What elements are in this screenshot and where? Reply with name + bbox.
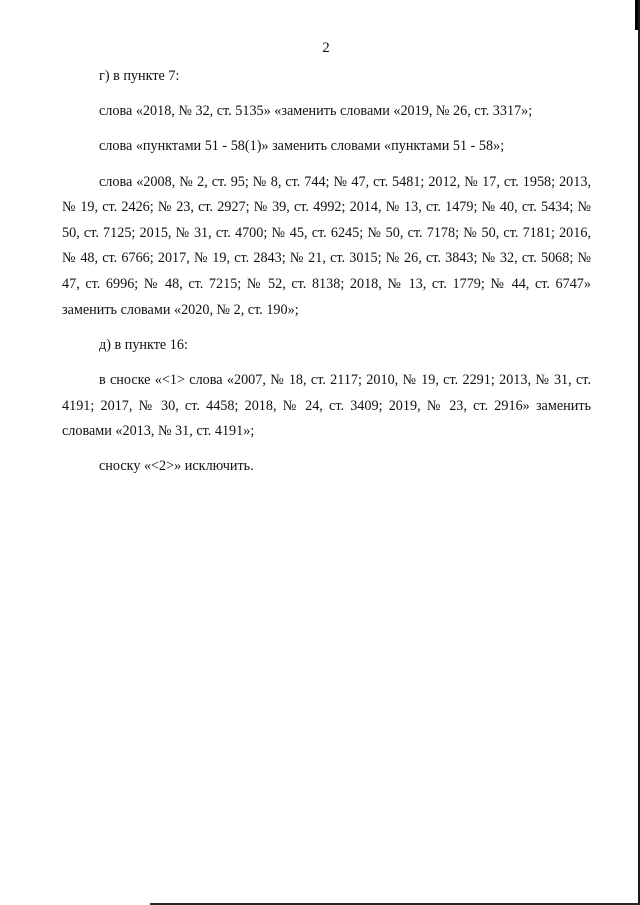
- scan-edge-mark: [635, 0, 638, 30]
- document-body: [62, 64, 591, 480]
- paragraph-footnote-1: в сноске «<1> слова «2007, № 18, ст. 2117; 2010, № 19, ст. 2291; 2013, № 31, ст. 4191; 2017, № 30, ст. 4458; 2018, № 24, ст. 3409; 2019, № 23, ст. 2916» заменить словами «2013, № 31, ст. 4191»;: [62, 371, 591, 440]
- page-number: 2: [322, 40, 330, 56]
- paragraph-replace-2008-list: слова «2008, № 2, ст. 95; № 8, ст. 744; № 47, ст. 5481; 2012, № 17, ст. 1958; 2013, № 19, ст. 2426; № 23, ст. 2927; № 39, ст. 4992; 2014, № 13, ст. 1479; № 40, ст. 5434; № 50, ст. 7125; 2015, № 31, ст. 4700; № 45, ст. 6245; № 50, ст. 7178; № 50, ст. 7181; 2016, № 48, ст. 6766; 2017, № 19, ст. 2843; № 21, ст. 3015; № 26, ст. 3843; № 32, ст. 5068; № 47, ст. 6996; № 48, ст. 7215; № 52, ст. 8138; 2018, № 13, ст. 1779; № 44, ст. 6747» заменить словами «2020, № 2, ст. 190»;: [62, 173, 591, 318]
- paragraph-replace-punkty: слова «пунктами 51 - 58(1)» заменить словами «пунктами 51 - 58»;: [99, 138, 505, 155]
- paragraph-item-d: д) в пункте 16:: [99, 336, 188, 353]
- paragraph-footnote-2: сноску «<2>» исключить.: [99, 458, 254, 475]
- paragraph-replace-2018-32: слова «2018, № 32, ст. 5135» «заменить словами «2019, № 26, ст. 3317»;: [99, 103, 533, 120]
- paragraph-item-g: г) в пункте 7:: [99, 68, 180, 84]
